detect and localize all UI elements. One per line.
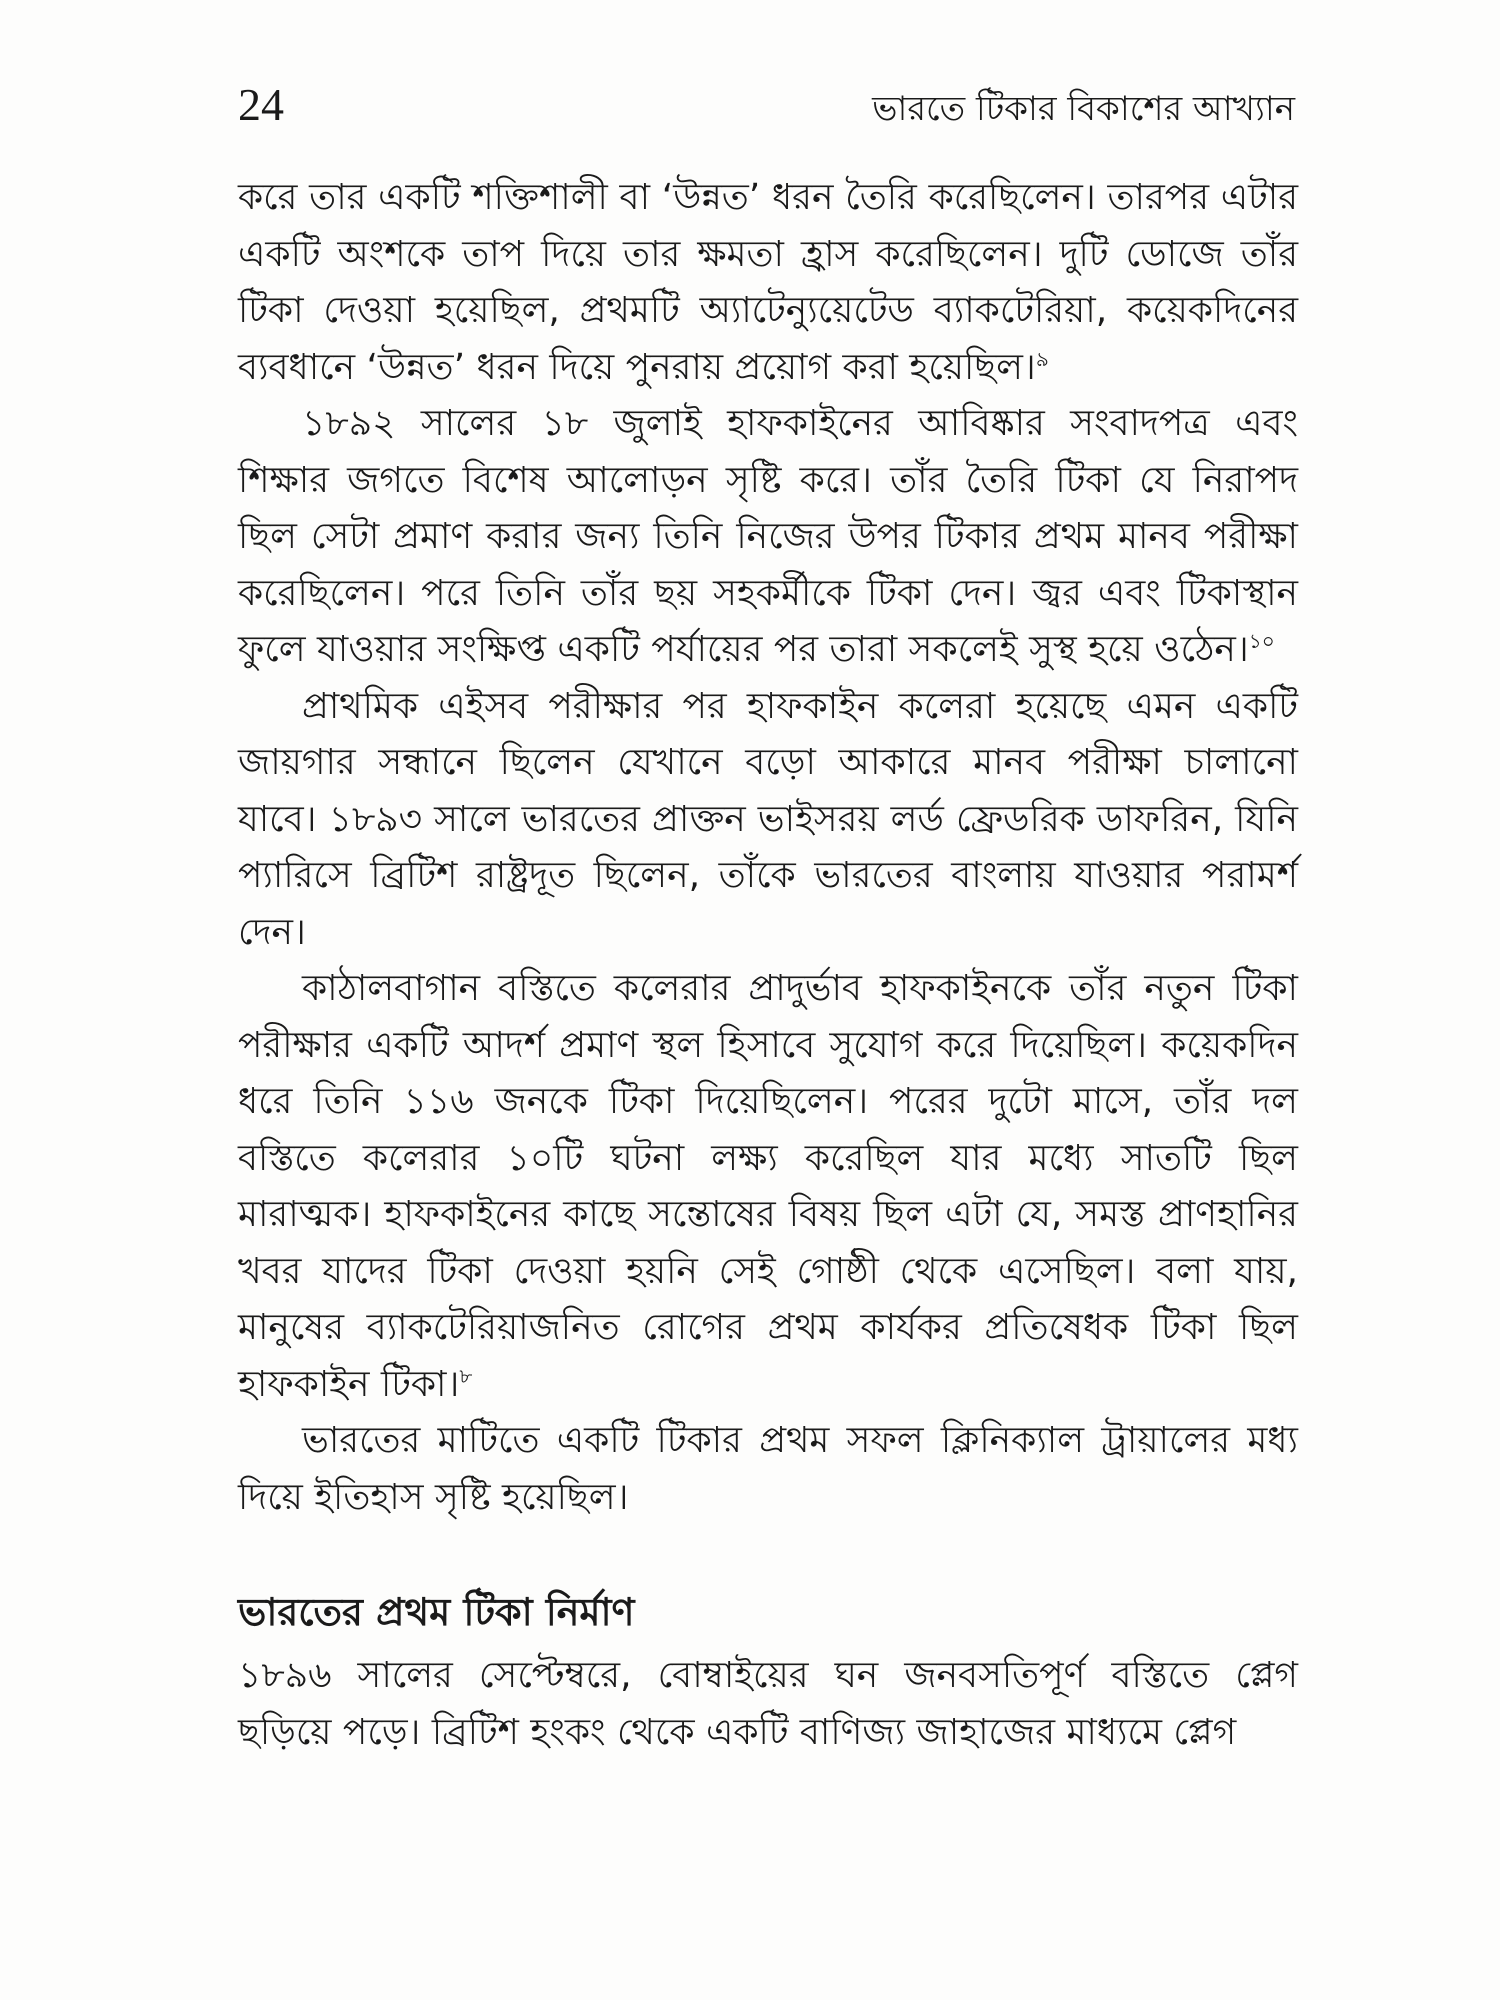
section-paragraph: ১৮৯৬ সালের সেপ্টেম্বরে, বোম্বাইয়ের ঘন জনবসতিপূর্ণ বস্তিতে প্লেগ ছড়িয়ে পড়ে। ব্রিটিশ হংকং থেকে একটি বাণিজ্য জাহাজের মাধ্যমে প্লেগ (238, 1655, 1298, 1753)
section-heading: ভারতের প্রথম টিকা নির্মাণ (238, 1590, 635, 1634)
page-body (238, 170, 1298, 1761)
paragraph-5 (238, 1413, 1298, 1526)
running-header-title: ভারতে টিকার বিকাশের আখ্যান (872, 89, 1295, 129)
paragraph-2-text: ১৮৯২ সালের ১৮ জুলাই হাফকাইনের আবিষ্কার সংবাদপত্র এবং শিক্ষার জগতে বিশেষ আলোড়ন সৃষ্টি করে। তাঁর তৈরি টিকা যে নিরাপদ ছিল সেটা প্রমাণ করার জন্য তিনি নিজের উপর টিকার প্রথম মানব পরীক্ষা করেছিলেন। পরে তিনি তাঁর ছয় সহকর্মীকে টিকা দেন। জ্বর এবং টিকাস্থান ফুলে যাওয়ার সংক্ষিপ্ত একটি পর্যায়ের পর তারা সকলেই সুস্থ হয়ে ওঠেন। (238, 403, 1298, 670)
paragraph-4-text: কাঠালবাগান বস্তিতে কলেরার প্রাদুর্ভাব হাফকাইনকে তাঁর নতুন টিকা পরীক্ষার একটি আদর্শ প্রমাণ স্থল হিসাবে সুযোগ করে দিয়েছিল। কয়েকদিন ধরে তিনি ১১৬ জনকে টিকা দিয়েছিলেন। পরের দুটো মাসে, তাঁর দল বস্তিতে কলেরার ১০টি ঘটনা লক্ষ্য করেছিল যার মধ্যে সাতটি ছিল মারাত্মক। হাফকাইনের কাছে সন্তোষের বিষয় ছিল এটা যে, সমস্ত প্রাণহানির খবর যাদের টিকা দেওয়া হয়নি সেই গোষ্ঠী থেকে এসেছিল। বলা যায়, মানুষের ব্যাকটেরিয়াজনিত রোগের প্রথম কার্যকর প্রতিষেধক টিকা ছিল হাফকাইন টিকা। (238, 968, 1298, 1405)
page-number: 24 (238, 79, 284, 130)
paragraph-5-text: ভারতের মাটিতে একটি টিকার প্রথম সফল ক্লিনিক্যাল ট্রায়ালের মধ্য দিয়ে ইতিহাস সৃষ্টি হয়েছিল। (238, 1420, 1298, 1518)
paragraph-4 (238, 961, 1298, 1413)
footnote-marker: ৯ (1035, 346, 1049, 371)
paragraph-3 (238, 679, 1298, 962)
footnote-marker: ৮ (459, 1363, 473, 1388)
paragraph-2 (238, 396, 1298, 679)
footnote-marker: ১০ (1248, 629, 1275, 653)
paragraph-1 (238, 170, 1298, 396)
paragraph-3-text: প্রাথমিক এইসব পরীক্ষার পর হাফকাইন কলেরা হয়েছে এমন একটি জায়গার সন্ধানে ছিলেন যেখানে বড়ো আকারে মানব পরীক্ষা চালানো যাবে। ১৮৯৩ সালে ভারতের প্রাক্তন ভাইসরয় লর্ড ফ্রেডরিক ডাফরিন, যিনি প্যারিসে ব্রিটিশ রাষ্ট্রদূত ছিলেন, তাঁকে ভারতের বাংলায় যাওয়ার পরামর্শ দেন। (238, 685, 1298, 953)
paragraph-1-text: করে তার একটি শক্তিশালী বা ‘উন্নত’ ধরন তৈরি করেছিলেন। তারপর এটার একটি অংশকে তাপ দিয়ে তার ক্ষমতা হ্রাস করেছিলেন। দুটি ডোজে তাঁর টিকা দেওয়া হয়েছিল, প্রথমটি অ্যাটেন্যুয়েটেড ব্যাকটেরিয়া, কয়েকদিনের ব্যবধানে ‘উন্নত’ ধরন দিয়ে পুনরায় প্রয়োগ করা হয়েছিল। (238, 177, 1298, 388)
